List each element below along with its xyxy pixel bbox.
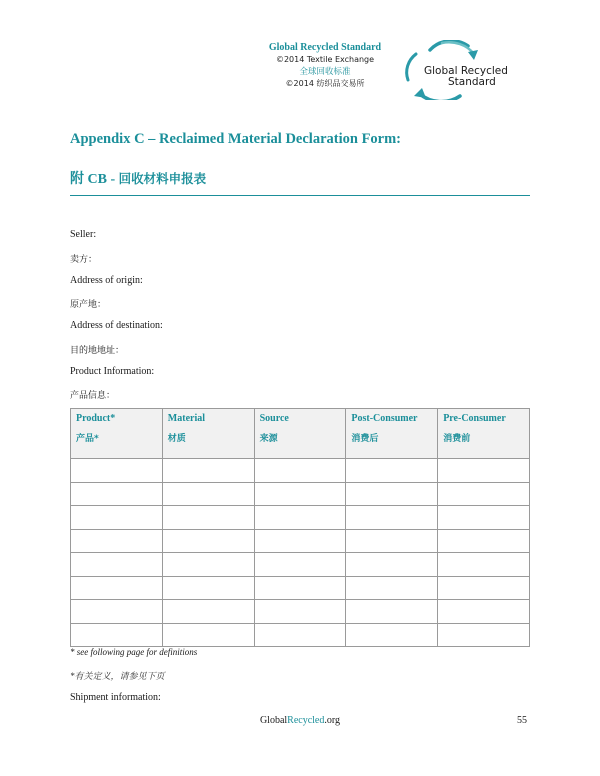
table-row <box>71 576 530 600</box>
table-cell[interactable] <box>438 482 530 506</box>
table-row <box>71 600 530 624</box>
table-cell[interactable] <box>254 506 346 530</box>
col-header-en: Pre-Consumer <box>443 413 506 424</box>
header-copyright-cn: ©2014 纺织品交易所 <box>285 79 365 88</box>
table-cell[interactable] <box>71 600 163 624</box>
col-header-en: Source <box>259 413 289 424</box>
table-cell[interactable] <box>346 623 438 647</box>
table-cell[interactable] <box>346 482 438 506</box>
origin-label: Address of origin: <box>70 275 143 286</box>
logo-line-2: Standard <box>448 76 496 88</box>
appendix-title-cn-text: 回收材料申报表 <box>118 171 207 186</box>
product-info-label-cn: 产品信息： <box>70 391 116 401</box>
table-cell[interactable] <box>162 553 254 577</box>
table-cell[interactable] <box>438 623 530 647</box>
table-cell[interactable] <box>162 506 254 530</box>
header-title-cn: 全球回收标准 <box>299 67 351 77</box>
logo-line-1: Global Recycled <box>424 65 508 77</box>
table-cell[interactable] <box>254 529 346 553</box>
header-copyright: ©2014 Textile Exchange <box>275 55 375 64</box>
col-header-cn: 消费后 <box>351 434 379 444</box>
appendix-title: Appendix C – Reclaimed Material Declaration Form: <box>70 131 402 147</box>
table-header-row <box>71 409 530 459</box>
table-cell[interactable] <box>254 482 346 506</box>
table-cell[interactable] <box>162 529 254 553</box>
table-cell[interactable] <box>71 576 163 600</box>
table-cell[interactable] <box>162 600 254 624</box>
table-cell[interactable] <box>71 506 163 530</box>
table-row <box>71 506 530 530</box>
table-cell[interactable] <box>254 553 346 577</box>
table-cell[interactable] <box>71 623 163 647</box>
table-cell[interactable] <box>71 553 163 577</box>
col-header-post-consumer <box>346 409 438 459</box>
definitions-note: * see following page for definitions <box>70 647 198 657</box>
origin-label-cn: 原产地： <box>70 300 107 310</box>
table-cell[interactable] <box>438 600 530 624</box>
destination-label: Address of destination: <box>70 320 163 331</box>
table-cell[interactable] <box>162 482 254 506</box>
definitions-note-cn: *有关定义，请参见下页 <box>70 671 165 681</box>
table-cell[interactable] <box>71 482 163 506</box>
table-cell[interactable] <box>254 623 346 647</box>
shipment-info-label: Shipment information: <box>70 692 161 703</box>
table-cell[interactable] <box>346 576 438 600</box>
table-cell[interactable] <box>162 623 254 647</box>
page-number: 55 <box>517 715 527 726</box>
table-row <box>71 623 530 647</box>
title-divider <box>70 195 530 196</box>
col-header-cn: 材质 <box>167 434 186 444</box>
table-cell[interactable] <box>346 553 438 577</box>
table-cell[interactable] <box>346 529 438 553</box>
col-header-pre-consumer <box>438 409 530 459</box>
logo-wordmark <box>424 66 508 88</box>
table-cell[interactable] <box>254 600 346 624</box>
table-cell[interactable] <box>71 529 163 553</box>
table-body <box>71 459 530 647</box>
table-row <box>71 529 530 553</box>
destination-label-cn: 目的地地址： <box>70 346 125 356</box>
table-cell[interactable] <box>162 459 254 483</box>
table-row <box>71 482 530 506</box>
table-cell[interactable] <box>438 506 530 530</box>
footer-site-accent: Recycled <box>287 715 325 726</box>
footer-site-suffix: .org <box>324 715 341 726</box>
col-header-material <box>162 409 254 459</box>
table-cell[interactable] <box>438 553 530 577</box>
footer-website <box>0 715 600 726</box>
table-cell[interactable] <box>254 576 346 600</box>
footer-site-prefix: Global <box>259 715 288 726</box>
appendix-title-cn <box>70 168 206 188</box>
col-header-cn: 消费前 <box>443 434 471 444</box>
col-header-cn: 产品* <box>76 434 99 444</box>
table-cell[interactable] <box>438 529 530 553</box>
seller-label: Seller: <box>70 229 97 240</box>
col-header-en: Post-Consumer <box>351 413 418 424</box>
table-row <box>71 553 530 577</box>
col-header-en: Material <box>167 413 205 424</box>
table-cell[interactable] <box>71 459 163 483</box>
col-header-product <box>71 409 163 459</box>
table-cell[interactable] <box>346 600 438 624</box>
table-cell[interactable] <box>346 459 438 483</box>
seller-label-cn: 卖方： <box>70 255 98 265</box>
col-header-source <box>254 409 346 459</box>
table-cell[interactable] <box>438 459 530 483</box>
product-info-label: Product Information: <box>70 366 155 377</box>
col-header-en: Product* <box>76 413 116 424</box>
col-header-cn: 来源 <box>259 434 278 444</box>
product-table <box>70 408 530 647</box>
table-cell[interactable] <box>254 459 346 483</box>
table-cell[interactable] <box>438 576 530 600</box>
table-row <box>71 459 530 483</box>
table-cell[interactable] <box>346 506 438 530</box>
document-header <box>250 42 400 90</box>
table-cell[interactable] <box>162 576 254 600</box>
appendix-title-cn-prefix: 附 CB - <box>70 172 119 187</box>
header-title: Global Recycled Standard <box>268 42 382 53</box>
